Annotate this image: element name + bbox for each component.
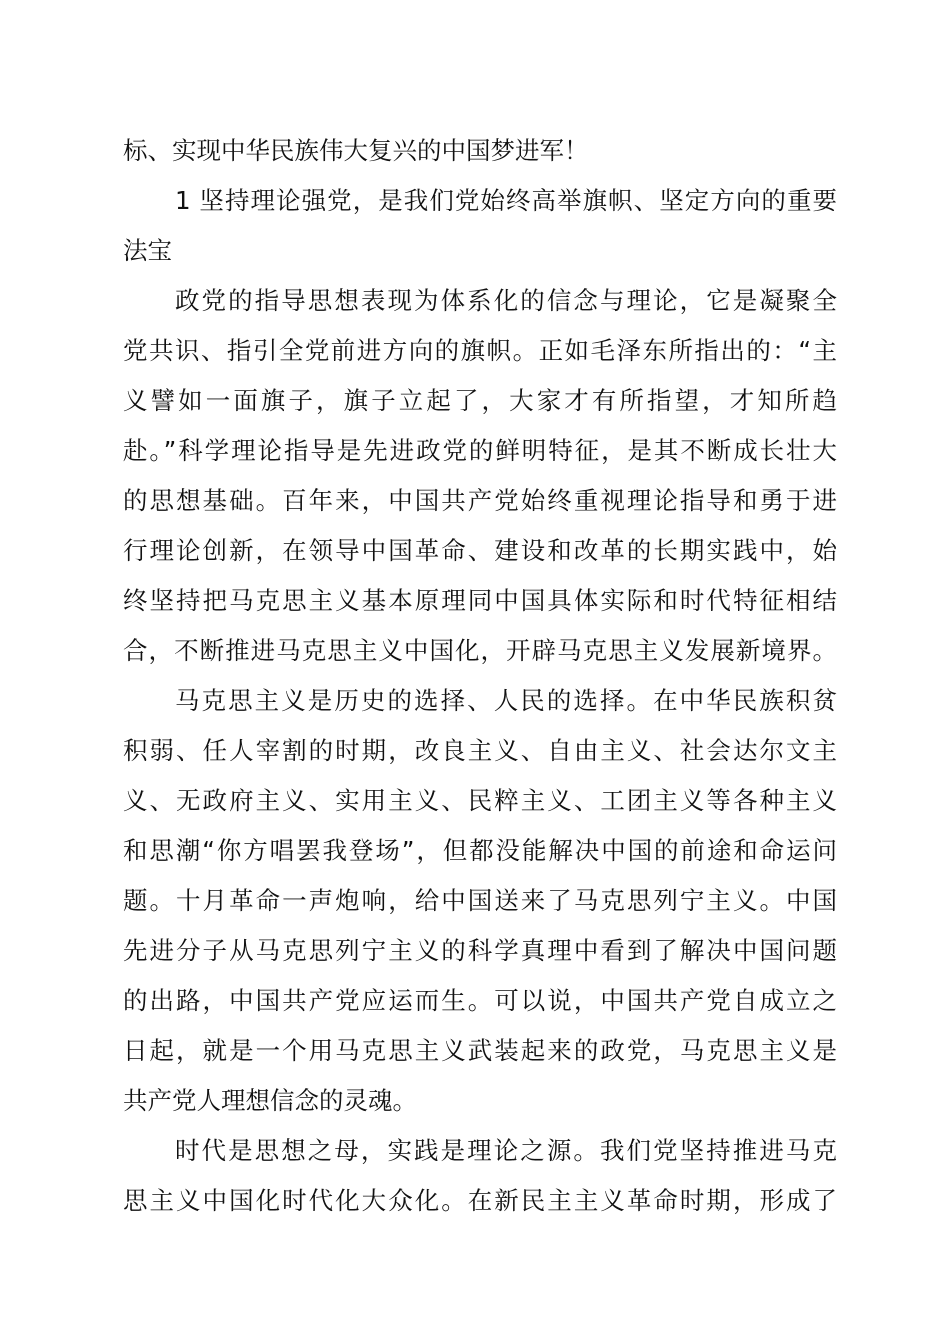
- text-line: 时代是思想之母，实践是理论之源。我们党坚持推进马克: [175, 1136, 837, 1165]
- text-line: 日起，就是一个用马克思主义武装起来的政党，马克思主义是: [123, 1036, 837, 1065]
- text-line: 义、无政府主义、实用主义、民粹主义、工团主义等各种主义: [123, 786, 837, 815]
- section-heading-line: 1 坚持理论强党，是我们党始终高举旗帜、坚定方向的重要: [175, 186, 837, 215]
- text-line: 党共识、指引全党前进方向的旗帜。正如毛泽东所指出的：“主: [123, 336, 837, 365]
- text-line: 赴。”科学理论指导是先进政党的鲜明特征，是其不断成长壮大: [123, 436, 837, 465]
- text-line: 和思潮“你方唱罢我登场”，但都没能解决中国的前途和命运问: [123, 836, 837, 865]
- text-line: 终坚持把马克思主义基本原理同中国具体实际和时代特征相结: [123, 586, 837, 615]
- text-line: 的思想基础。百年来，中国共产党始终重视理论指导和勇于进: [123, 486, 837, 515]
- text-line: 积弱、任人宰割的时期，改良主义、自由主义、社会达尔文主: [123, 736, 837, 765]
- document-body: [123, 126, 837, 1226]
- text-line: 义譬如一面旗子，旗子立起了，大家才有所指望，才知所趋: [123, 386, 837, 415]
- text-line: 共产党人理想信念的灵魂。: [123, 1086, 417, 1115]
- text-line: 先进分子从马克思列宁主义的科学真理中看到了解决中国问题: [123, 936, 837, 965]
- section-heading-line: 法宝: [123, 236, 172, 265]
- text-line: 行理论创新，在领导中国革命、建设和改革的长期实践中，始: [123, 536, 837, 565]
- text-line: 思主义中国化时代化大众化。在新民主主义革命时期，形成了: [123, 1186, 837, 1215]
- text-line: 标、实现中华民族伟大复兴的中国梦进军！: [123, 136, 589, 165]
- text-line: 政党的指导思想表现为体系化的信念与理论，它是凝聚全: [175, 286, 837, 315]
- text-line: 的出路，中国共产党应运而生。可以说，中国共产党自成立之: [123, 986, 837, 1015]
- text-line: 马克思主义是历史的选择、人民的选择。在中华民族积贫: [175, 686, 837, 715]
- text-line: 题。十月革命一声炮响，给中国送来了马克思列宁主义。中国: [123, 886, 837, 915]
- text-line: 合，不断推进马克思主义中国化，开辟马克思主义发展新境界。: [123, 636, 837, 665]
